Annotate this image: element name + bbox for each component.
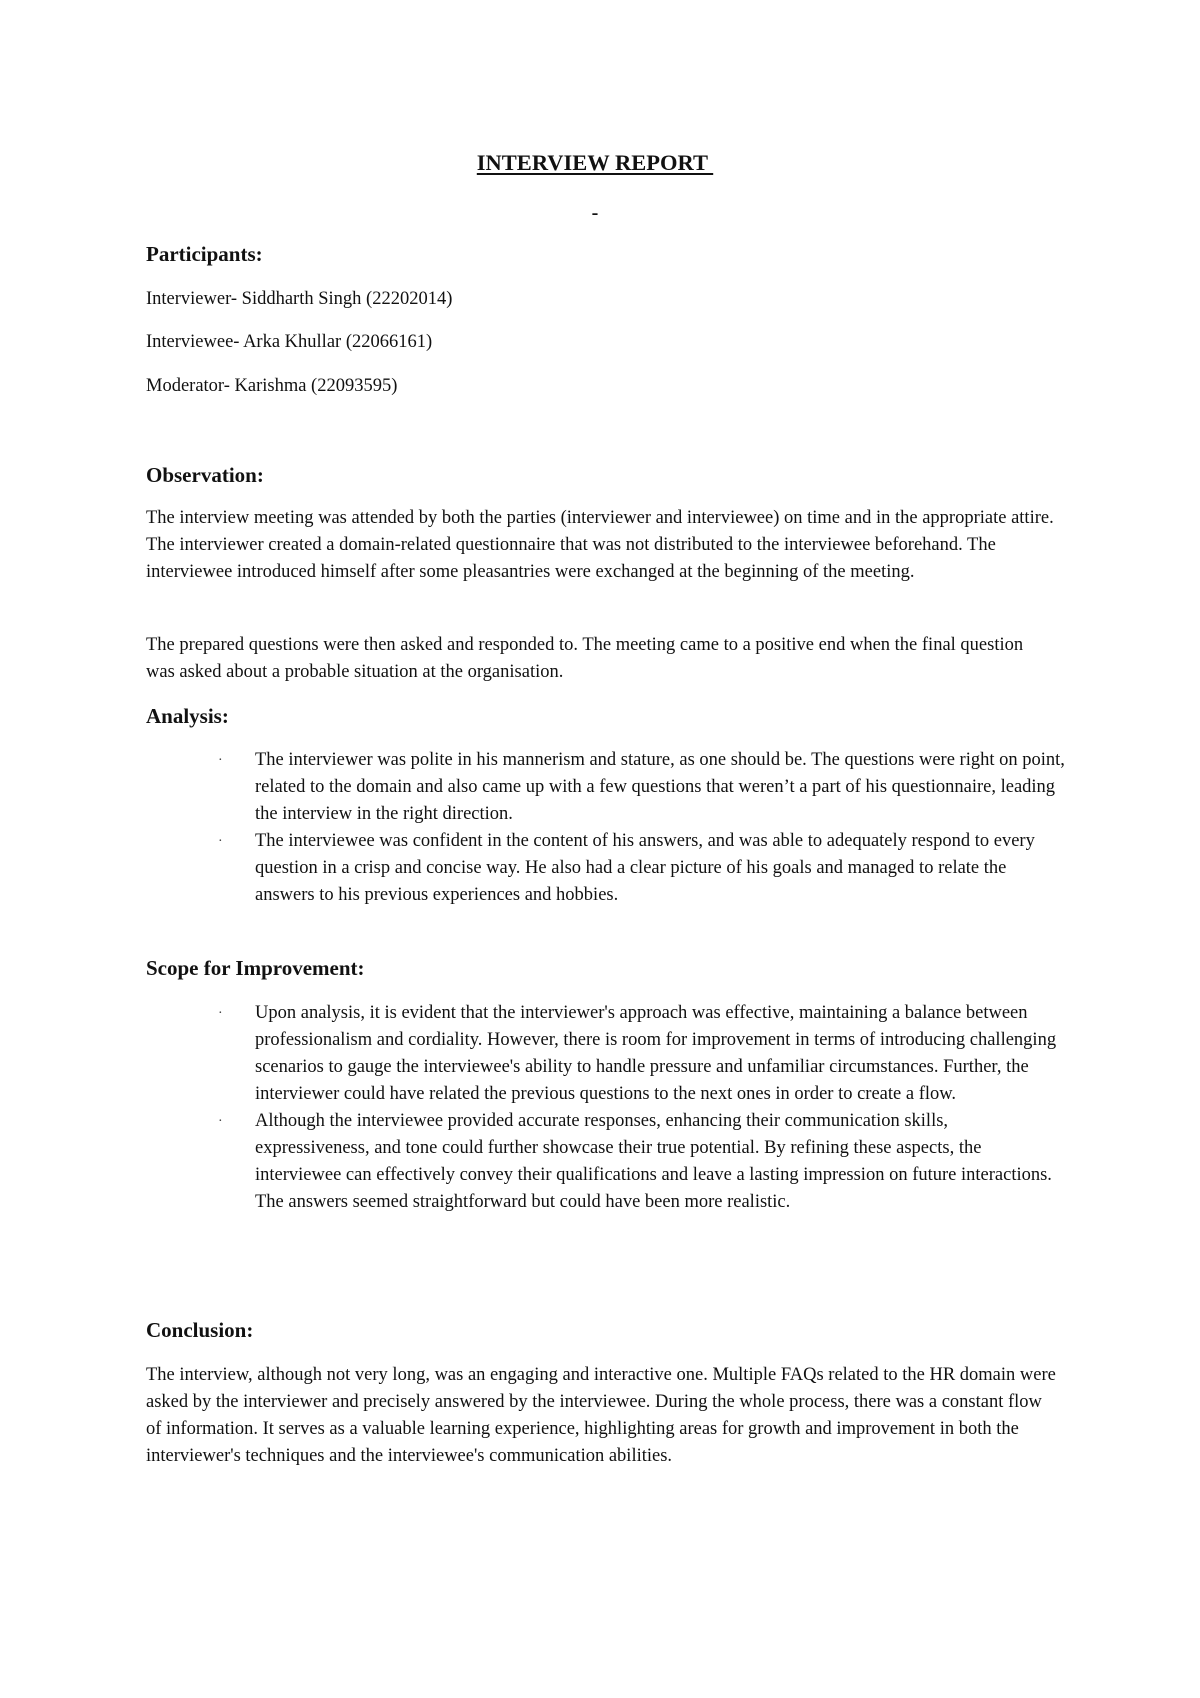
improvement-item-text: Upon analysis, it is evident that the interviewer's approach was effective, maintaining a balance between professionalism and cordiality. However, there is room for improvement in terms of introducing challenging scenarios to gauge the interviewee's ability to handle pressure and unfamiliar circumstances. Further, the interviewer could have related the previous questions to the next ones in order to create a flow. [255,1003,1057,1104]
analysis-list [146,747,1066,909]
interviewer-line: Interviewer- Siddharth Singh (22202014) [146,289,453,309]
analysis-item-text: The interviewee was confident in the content of his answers, and was able to adequately respond to every question in a crisp and concise way. He also had a clear picture of his goals and managed to relate the answers to his previous experiences and hobbies. [255,831,1035,905]
title-separator: - [591,202,599,224]
conclusion-heading: Conclusion: [146,1318,254,1342]
improvement-list [146,1000,1066,1216]
observation-paragraph-2: The prepared questions were then asked and responded to. The meeting came to a positive end when the final question was asked about a probable situation at the organisation. [146,635,1024,682]
list-item [146,747,1066,828]
moderator-line: Moderator- Karishma (22093595) [146,376,398,396]
bullet-icon: · [218,834,223,849]
observation-paragraph-1: The interview meeting was attended by both the parties (interviewer and interviewee) on time and in the appropriate attire. The interviewer created a domain-related questionnaire that was not distributed to the interviewee beforehand. The interviewee introduced himself after some pleasantries were exchanged at the beginning of the meeting. [146,508,1054,582]
analysis-heading: Analysis: [146,704,229,728]
participants-heading: Participants: [146,242,263,266]
page-title: INTERVIEW REPORT [476,150,714,175]
observation-heading: Observation: [146,463,264,487]
list-item [146,1108,1066,1216]
bullet-icon: · [218,1006,223,1021]
bullet-icon: · [218,753,223,768]
conclusion-paragraph: The interview, although not very long, was an engaging and interactive one. Multiple FAQs related to the HR domain were asked by the interviewer and precisely answered by the interviewee. During the whole process, there was a constant flow of information. It serves as a valuable learning experience, highlighting areas for growth and improvement in both the interviewer's techniques and the interviewee's communication abilities. [146,1365,1056,1466]
analysis-item-text: The interviewer was polite in his mannerism and stature, as one should be. The questions were right on point, related to the domain and also came up with a few questions that weren’t a part of his questionnaire, leading the interview in the right direction. [255,750,1065,824]
improvement-item-text: Although the interviewee provided accurate responses, enhancing their communication skills, expressiveness, and tone could further showcase their true potential. By refining these aspects, the interviewee can effectively convey their qualifications and leave a lasting impression on future interactions. The answers seemed straightforward but could have been more realistic. [255,1111,1052,1212]
interviewee-line: Interviewee- Arka Khullar (22066161) [146,332,433,352]
list-item [146,1000,1066,1108]
improvement-heading: Scope for Improvement: [146,956,365,980]
bullet-icon: · [218,1114,223,1129]
list-item [146,828,1066,909]
